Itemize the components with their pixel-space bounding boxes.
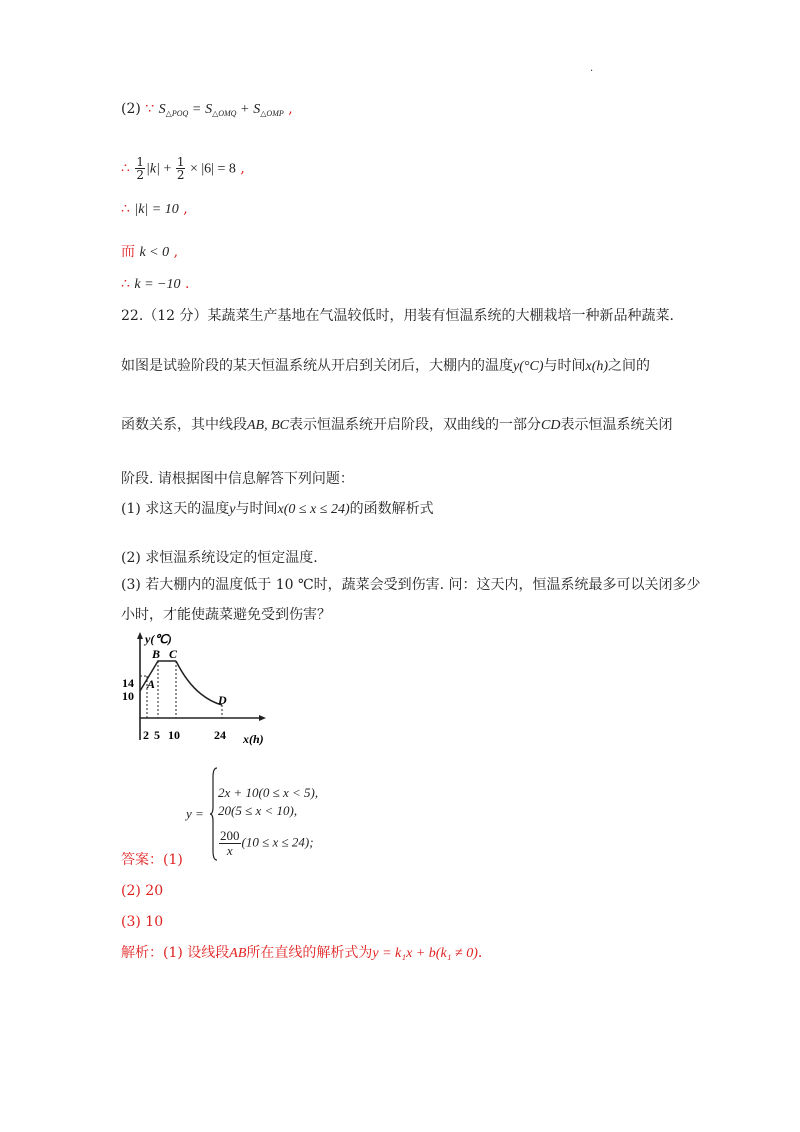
- x-range: x(0 ≤ x ≤ 24): [277, 502, 350, 517]
- point-b-label: B: [152, 647, 161, 661]
- solution-line-half-k: [121, 156, 245, 181]
- segment-ab: AB: [229, 946, 247, 961]
- fraction-half-1: $\frac{1}{2}$: [136, 155, 145, 182]
- problem-22-line3: 函数关系，其中线段AB, BC表示恒温系统开启阶段，双曲线的一部分CD表示恒温系统关闭: [121, 417, 673, 433]
- solution-line-area-equation: [121, 100, 293, 123]
- abs-k-equals-10: |k| = 10: [134, 202, 179, 217]
- area-s1: $S_{\triangle POQ}$: [158, 102, 189, 118]
- point-c-label: C: [169, 647, 178, 661]
- answer-2: (2) 20: [121, 883, 164, 899]
- x-axis-arrow: [259, 715, 266, 721]
- problem-22-line4: 阶段. 请根据图中信息解答下列问题：: [121, 471, 354, 487]
- y-tick-10: 10: [122, 689, 134, 703]
- x-tick-10: 10: [168, 728, 180, 742]
- question-3-line1: (3) 若大棚内的温度低于 10 ℃时，蔬菜会受到伤害. 问：这天内，恒温系统最多可以关闭多少: [121, 577, 701, 593]
- comma: ,: [173, 244, 179, 260]
- piecewise-brace: [210, 767, 218, 861]
- header-mark: .: [590, 63, 594, 74]
- point-a-label: A: [147, 677, 156, 691]
- var-y-celsius: y(°C): [513, 359, 544, 374]
- because-symbol: ∵: [145, 102, 155, 117]
- y-axis-label: y(℃): [145, 632, 172, 646]
- temperature-time-graph: [121, 628, 271, 753]
- question-1: (1) 求这天的温度y与时间x(0 ≤ x ≤ 24)的函数解析式: [121, 501, 434, 517]
- therefore-symbol: ∴: [121, 276, 130, 292]
- therefore-symbol: ∴: [121, 201, 130, 217]
- point-d-label: D: [218, 693, 227, 707]
- solution-line-abs-k: [121, 200, 188, 219]
- answer-case-3: $\frac{200}{x}$ (10 ≤ x ≤ 24);: [220, 828, 314, 858]
- comma: ,: [288, 101, 293, 117]
- problem-22-line2: 如图是试验阶段的某天恒温系统从开启到关闭后，大棚内的温度y(°C)与时间x(h)之间的: [121, 358, 651, 374]
- fraction-200-over-x: $\frac{200}{x}$: [220, 828, 240, 858]
- x-axis-label: x(h): [243, 732, 264, 746]
- k-equals-minus-10: k = −10: [134, 277, 181, 292]
- solution-line-k-negative: [121, 243, 178, 262]
- solution-line-k-value: [121, 275, 189, 294]
- therefore-symbol: ∴: [121, 160, 130, 177]
- x-tick-5: 5: [154, 728, 160, 742]
- question-3-line2: 小时，才能使蔬菜避免受到伤害？: [121, 607, 331, 623]
- question-2: (2) 求恒温系统设定的恒定温度.: [121, 550, 318, 566]
- segments-ab-bc: AB, BC: [247, 418, 289, 433]
- problem-22-line1: 22.（12 分）某蔬菜生产基地在气温较低时，用装有恒温系统的大棚栽培一种新品种蔬菜.: [121, 308, 674, 324]
- equals-sign: =: [192, 102, 201, 117]
- answer-case-2: 20(5 ≤ x < 10),: [218, 803, 298, 818]
- part-label: (2): [121, 101, 141, 117]
- analysis-line: 解析：(1) 设线段AB所在直线的解析式为y = k₁x + b(k₁ ≠ 0).: [121, 945, 483, 961]
- times-six-equals-eight: × |6| = 8: [186, 161, 236, 177]
- fraction-half-2: $\frac{1}{2}$: [176, 155, 185, 182]
- plus-sign-2: +: [159, 161, 175, 177]
- answer-case-1: 2x + 10(0 ≤ x < 5),: [218, 785, 319, 800]
- abs-k: |k|: [146, 161, 160, 177]
- comma: ,: [183, 201, 188, 217]
- curve-cd-hyperbola: [176, 661, 222, 705]
- x-tick-2: 2: [143, 728, 149, 742]
- var-x-hours: x(h): [585, 359, 609, 374]
- answer-label: 答案：(1): [121, 852, 183, 868]
- linear-equation: y = k₁x + b(k₁ ≠ 0): [372, 946, 478, 961]
- x-tick-24: 24: [214, 728, 226, 742]
- curve-cd: CD: [541, 418, 561, 433]
- comma: ,: [240, 160, 245, 177]
- answer-y-equals: y =: [186, 806, 204, 821]
- k-less-than-zero: k < 0: [139, 245, 170, 260]
- y-tick-14: 14: [122, 676, 134, 690]
- conjunction-word: 而: [121, 244, 135, 260]
- area-s2: $S_{\triangle OMQ}$: [205, 102, 237, 118]
- y-axis-arrow: [137, 632, 143, 639]
- plus-sign: +: [240, 102, 249, 117]
- period: .: [184, 276, 190, 292]
- answer-3: (3) 10: [121, 914, 164, 930]
- area-s3: $S_{\triangle OMP}$: [253, 102, 284, 118]
